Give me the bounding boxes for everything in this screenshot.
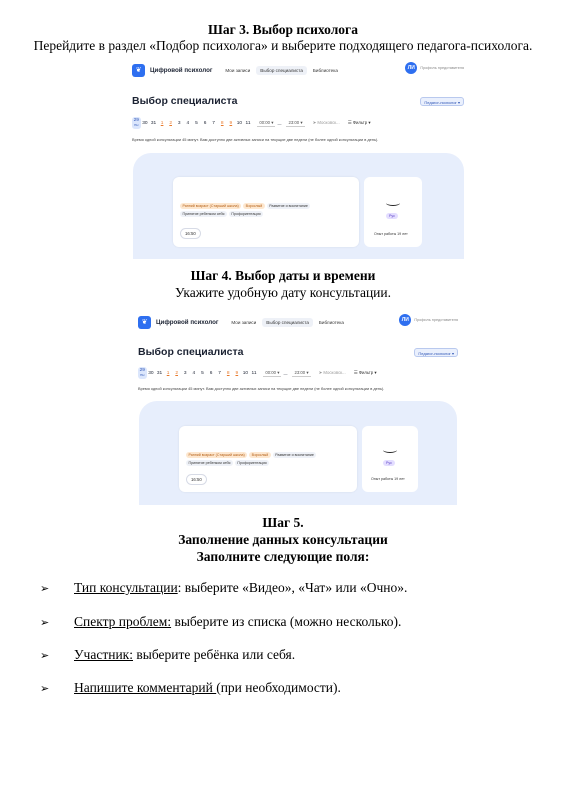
date-chip[interactable]: 2 xyxy=(175,370,178,376)
app-header xyxy=(128,57,470,83)
field-description: : выберите «Видео», «Чат» или «Очно». xyxy=(177,580,408,595)
screenshot-step3 xyxy=(128,57,470,259)
nav-choose-specialist[interactable]: Выбор специалиста xyxy=(256,66,307,75)
psychologist-card[interactable] xyxy=(362,426,418,492)
step3-text: Перейдите в раздел «Подбор психолога» и выберите подходящего педагога-психолога. xyxy=(33,38,533,53)
step5-title: Шаг 5. xyxy=(262,515,304,530)
time-slot[interactable]: 16:50 xyxy=(186,474,207,485)
specialist-card[interactable] xyxy=(179,426,357,492)
specialist-card[interactable] xyxy=(173,177,359,247)
page-title: Выбор специалиста xyxy=(132,95,238,107)
specialist-type-value: Педагог-психолог xyxy=(418,351,451,356)
tag: Развитие и воспитание xyxy=(267,203,311,209)
logo-icon: ❦ xyxy=(132,64,145,77)
screenshot-step4 xyxy=(134,309,464,505)
step4-title: Шаг 4. Выбор даты и времени xyxy=(190,268,376,283)
location-input[interactable]: ➤ Московск... xyxy=(318,370,346,375)
arrow-bullet-icon: ➢ xyxy=(40,682,50,695)
date-chip[interactable] xyxy=(132,117,141,129)
step3-title: Шаг 3. Выбор психолога xyxy=(208,22,358,37)
user-menu[interactable] xyxy=(405,62,464,74)
field-description: выберите ребёнка или себя. xyxy=(133,647,296,662)
date-chip[interactable]: 7 xyxy=(218,370,221,376)
tag: Ранний возраст (Старший школа) xyxy=(180,203,241,209)
date-chip[interactable]: 11 xyxy=(245,120,251,126)
time-to-value: 23:00 xyxy=(288,119,300,125)
location-input[interactable]: ➤ Московск... xyxy=(312,120,340,125)
date-chip[interactable]: 4 xyxy=(186,120,190,126)
date-chip[interactable]: 7 xyxy=(212,120,215,126)
tags xyxy=(180,203,355,219)
date-chip[interactable]: 9 xyxy=(229,120,233,126)
time-from-select[interactable]: 00:00 ▾ xyxy=(265,369,280,375)
specialist-type-select[interactable]: Педагог-психолог ▾ xyxy=(414,348,458,357)
field-description: выберите из списка (можно несколько). xyxy=(171,614,402,629)
user-label: Профиль представителя xyxy=(420,66,464,70)
location-value: Московск... xyxy=(323,370,346,375)
tag: Профориентация xyxy=(229,211,263,217)
date-chip[interactable]: 30 xyxy=(148,370,154,376)
date-chip[interactable]: 30 xyxy=(142,120,148,126)
app-header xyxy=(134,309,464,335)
tags xyxy=(186,452,354,468)
tag: Взрослый xyxy=(243,203,265,209)
field-label: Напишите комментарий xyxy=(74,680,217,695)
nav-library[interactable]: Библиотека xyxy=(312,67,338,73)
logo-text: Цифровой психолог xyxy=(156,318,219,326)
list-item xyxy=(40,614,401,630)
time-to-select[interactable]: 23:00 ▾ xyxy=(294,369,309,375)
step5-subtitle: Заполнение данных консультации xyxy=(178,532,388,547)
psychologist-photo xyxy=(386,200,400,206)
filter-label: Фильтр xyxy=(358,370,374,375)
time-from-value: 00:00 xyxy=(265,369,277,375)
tag: Развитие и воспитание xyxy=(273,452,317,458)
user-label: Профиль представителя xyxy=(414,318,458,322)
date-chip[interactable]: 6 xyxy=(203,120,207,126)
field-label: Участник: xyxy=(74,647,133,662)
tag: Принятие ребенком себя xyxy=(180,211,227,217)
date-weekday: ПН xyxy=(134,123,139,127)
tag: Взрослый xyxy=(249,452,271,458)
field-label: Тип консультации xyxy=(74,580,178,595)
date-chip[interactable]: 11 xyxy=(251,370,257,376)
time-to-select[interactable]: 23:00 ▾ xyxy=(288,119,303,125)
date-chip[interactable]: 10 xyxy=(236,120,243,126)
date-weekday: ПН xyxy=(140,373,145,377)
time-from-value: 00:00 xyxy=(259,119,271,125)
date-chip[interactable]: 3 xyxy=(177,120,181,126)
filter-label: Фильтр xyxy=(352,120,368,125)
date-chip[interactable]: 1 xyxy=(160,120,164,126)
date-chip[interactable]: 5 xyxy=(195,120,198,126)
experience-text: Опыт работы 19 лет xyxy=(374,232,408,236)
list-item xyxy=(40,680,341,696)
tag: Принятие ребенком себя xyxy=(186,460,233,466)
date-chip[interactable]: 8 xyxy=(220,120,224,126)
date-chip[interactable]: 5 xyxy=(201,370,204,376)
date-chip[interactable]: 31 xyxy=(156,370,163,376)
date-value: 29 xyxy=(139,368,145,373)
consultation-note: Время одной консультации 45 минут. Вам доступно две активных записи на текущие две недели (не более одной консультации в день). xyxy=(132,137,379,142)
date-chip[interactable]: 4 xyxy=(192,370,196,376)
field-description: (при необходимости). xyxy=(216,680,341,695)
nav-library[interactable]: Библиотека xyxy=(318,319,344,325)
arrow-bullet-icon: ➢ xyxy=(40,616,50,629)
date-chip[interactable] xyxy=(138,367,147,379)
filter-button[interactable]: ☰ Фильтр ▾ xyxy=(353,370,377,375)
logo-icon: ❦ xyxy=(138,316,151,329)
experience-text: Опыт работы 19 лет xyxy=(371,477,405,481)
date-chip[interactable]: 9 xyxy=(235,370,239,376)
time-to-value: 23:00 xyxy=(294,369,306,375)
psychologist-photo xyxy=(383,447,397,453)
date-picker: 29 ПН 30 31 1 2 3 4 5 6 7 8 9 10 11 00:00 ▾ — 23:00 ▾ ➤ Московск... ☰ Фильтр ▾ xyxy=(139,368,377,377)
nav-my-records[interactable]: Мои записи xyxy=(225,67,251,73)
time-from-select[interactable]: 00:00 ▾ xyxy=(259,119,274,125)
page-title: Выбор специалиста xyxy=(138,346,244,358)
tag: Ранний возраст (Старший школа) xyxy=(186,452,247,458)
arrow-bullet-icon: ➢ xyxy=(40,649,50,662)
step5-text: Заполните следующие поля: xyxy=(196,549,370,564)
language-badge: Рус xyxy=(386,213,398,219)
tag: Профориентация xyxy=(235,460,269,466)
psychologist-card[interactable] xyxy=(364,177,422,247)
specialist-type-select[interactable]: Педагог-психолог ▾ xyxy=(420,97,464,106)
nav-choose-specialist[interactable]: Выбор специалиста xyxy=(262,318,313,327)
location-value: Московск... xyxy=(317,120,340,125)
date-picker: 29 ПН 30 31 1 2 3 4 5 6 7 8 9 10 11 00:00 ▾ — 23:00 ▾ ➤ Московск... ☰ Фильтр ▾ xyxy=(133,118,371,127)
language-badge: Рус xyxy=(383,460,395,466)
date-chip[interactable]: 1 xyxy=(166,370,170,376)
avatar[interactable]: ЛИ xyxy=(405,62,417,74)
nav-my-records[interactable]: Мои записи xyxy=(231,319,257,325)
filter-button[interactable]: ☰ Фильтр ▾ xyxy=(347,120,371,125)
date-chip[interactable]: 8 xyxy=(226,370,230,376)
user-menu[interactable] xyxy=(399,314,458,326)
date-chip[interactable]: 10 xyxy=(242,370,249,376)
arrow-bullet-icon: ➢ xyxy=(40,582,50,595)
date-chip[interactable]: 31 xyxy=(150,120,157,126)
list-item xyxy=(40,580,407,596)
date-value: 29 xyxy=(133,118,139,123)
field-label: Спектр проблем: xyxy=(74,614,172,629)
list-item xyxy=(40,647,295,663)
avatar[interactable]: ЛИ xyxy=(399,314,411,326)
date-chip[interactable]: 2 xyxy=(169,120,172,126)
consultation-note: Время одной консультации 45 минут. Вам доступно две активных записи на текущие две недели (не более одной консультации в день). xyxy=(138,386,385,391)
date-chip[interactable]: 6 xyxy=(209,370,213,376)
date-chip[interactable]: 3 xyxy=(183,370,187,376)
step4-text: Укажите удобную дату консультации. xyxy=(174,285,392,300)
time-slot[interactable]: 16:50 xyxy=(180,228,201,239)
specialist-type-value: Педагог-психолог xyxy=(424,100,457,105)
logo-text: Цифровой психолог xyxy=(150,66,213,74)
